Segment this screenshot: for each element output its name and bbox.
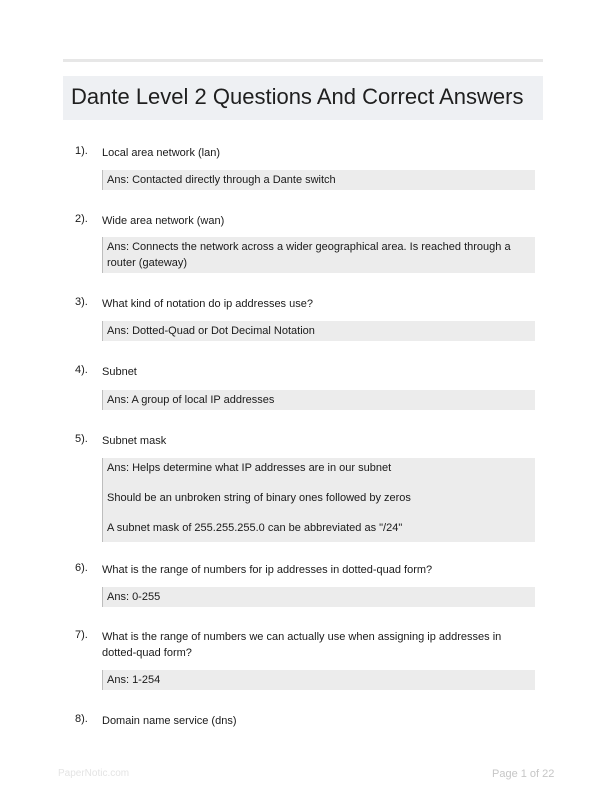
question-text: Local area network (lan) bbox=[102, 147, 221, 159]
document-title: Dante Level 2 Questions And Correct Answers bbox=[71, 84, 524, 109]
question-text: What is the range of numbers for ip addresses in dotted-quad form? bbox=[102, 564, 433, 576]
question-number: 8). bbox=[75, 713, 88, 725]
answer-box bbox=[102, 237, 535, 273]
question-text: Wide area network (wan) bbox=[102, 215, 225, 227]
answer-box bbox=[102, 170, 535, 190]
question-text: Domain name service (dns) bbox=[102, 715, 237, 727]
question-text: What is the range of numbers we can actually use when assigning ip addresses in dotted-quad form? bbox=[102, 631, 502, 659]
question-number: 3). bbox=[75, 296, 88, 308]
question-number: 4). bbox=[75, 364, 88, 376]
question-text: Subnet mask bbox=[102, 435, 167, 447]
top-rule bbox=[63, 59, 543, 62]
question-number: 1). bbox=[75, 145, 88, 157]
answer-box bbox=[102, 390, 535, 410]
answer-text: A subnet mask of 255.255.255.0 can be abbreviated as "/24" bbox=[107, 522, 403, 534]
question-text: What kind of notation do ip addresses use? bbox=[102, 298, 313, 310]
title-banner bbox=[63, 76, 543, 120]
answer-text: Ans: Contacted directly through a Dante switch bbox=[107, 174, 336, 186]
answer-text: Ans: Helps determine what IP addresses are in our subnet bbox=[107, 462, 392, 474]
answer-text: Ans: 0-255 bbox=[107, 591, 161, 603]
question-text: Subnet bbox=[102, 366, 137, 378]
question-number: 7). bbox=[75, 629, 88, 641]
answer-box bbox=[102, 321, 535, 341]
question-number: 5). bbox=[75, 433, 88, 445]
answer-box bbox=[102, 587, 535, 607]
answer-box bbox=[102, 670, 535, 690]
answer-text: Ans: A group of local IP addresses bbox=[107, 394, 275, 406]
answer-box bbox=[102, 458, 535, 542]
answer-text: Ans: Connects the network across a wider geographical area. Is reached through a router (gateway) bbox=[107, 241, 511, 269]
page-number: Page 1 of 22 bbox=[492, 768, 555, 780]
answer-text: Ans: Dotted-Quad or Dot Decimal Notation bbox=[107, 325, 315, 337]
question-number: 6). bbox=[75, 562, 88, 574]
question-number: 2). bbox=[75, 213, 88, 225]
footer-watermark: PaperNotic.com bbox=[58, 768, 130, 779]
answer-text: Should be an unbroken string of binary ones followed by zeros bbox=[107, 492, 411, 504]
answer-text: Ans: 1-254 bbox=[107, 674, 161, 686]
